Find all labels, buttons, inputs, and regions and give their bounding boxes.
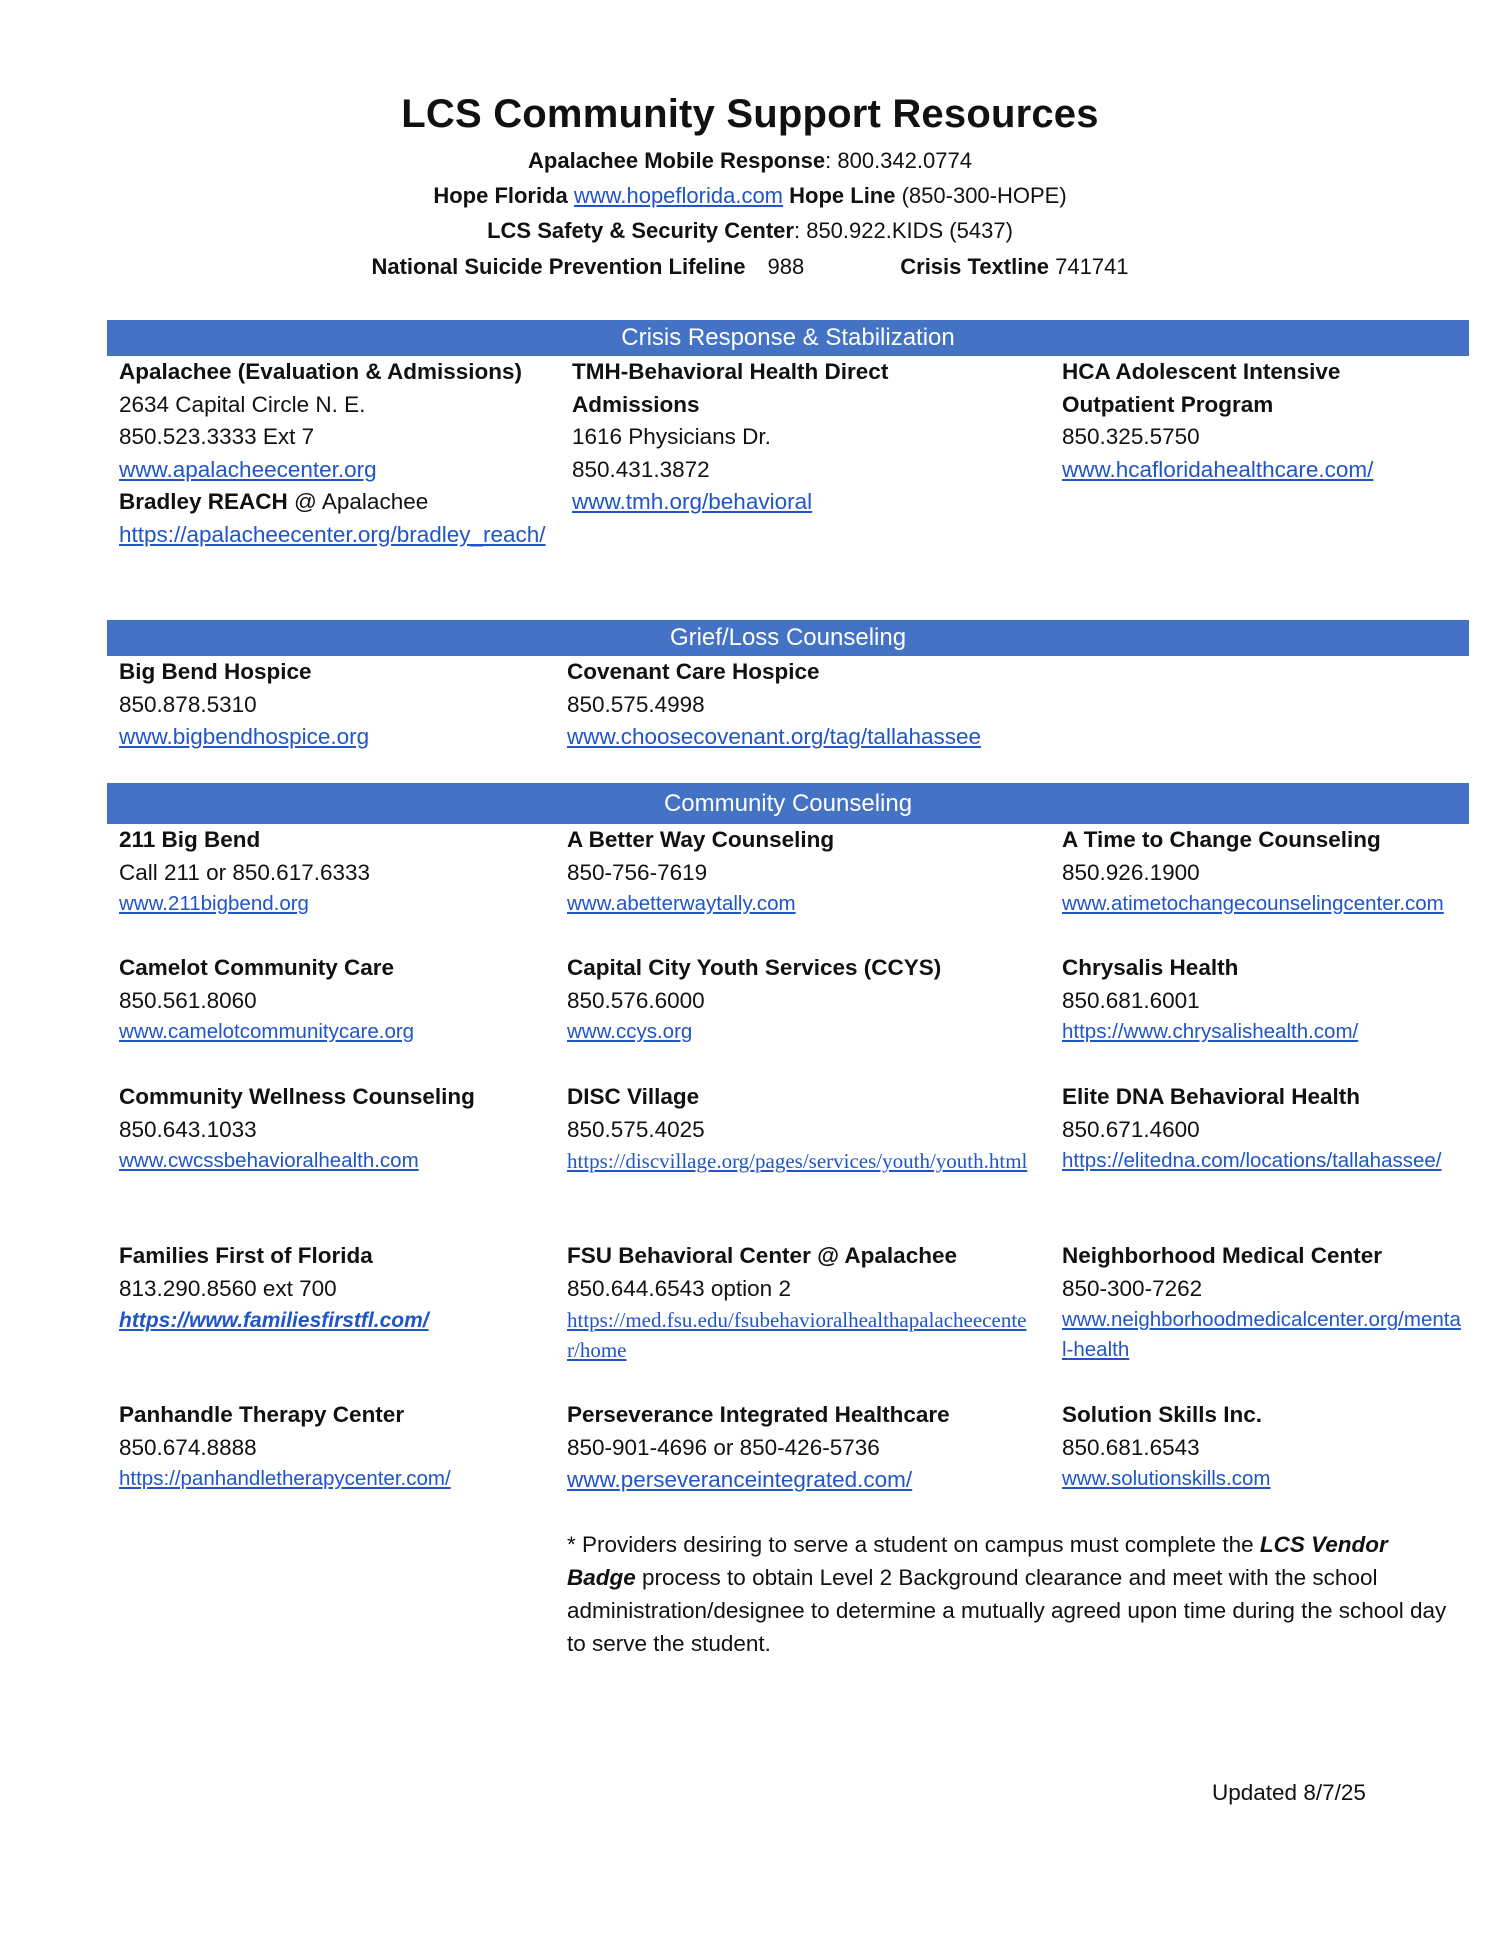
resource-ccys: Capital City Youth Services (CCYS) 850.576.6000 www.ccys.org <box>567 952 1037 1047</box>
header-line-safety-center: LCS Safety & Security Center: 850.922.KIDS (5437) <box>487 218 1013 243</box>
resource-disc-village: DISC Village 850.575.4025 https://discvillage.org/pages/services/youth/youth.html <box>567 1081 1037 1176</box>
resource-perseverance: Perseverance Integrated Healthcare 850-901-4696 or 850-426-5736 www.perseveranceintegrated.com/ <box>567 1399 1037 1497</box>
211-big-bend-link[interactable]: www.211bigbend.org <box>119 892 309 915</box>
resource-chrysalis: Chrysalis Health 850.681.6001 https://www.chrysalishealth.com/ <box>1062 952 1462 1047</box>
section-header-crisis: Crisis Response & Stabilization <box>107 320 1469 356</box>
page-title: LCS Community Support Resources <box>401 92 1099 136</box>
header-line-mobile-response: Apalachee Mobile Response: 800.342.0774 <box>528 148 972 173</box>
ccys-link[interactable]: www.ccys.org <box>567 1020 693 1043</box>
resource-big-bend-hospice: Big Bend Hospice 850.878.5310 www.bigbendhospice.org <box>119 656 539 754</box>
better-way-link[interactable]: www.abetterwaytally.com <box>567 892 796 915</box>
apalachee-link[interactable]: www.apalacheecenter.org <box>119 456 377 482</box>
neighborhood-medical-link[interactable]: www.neighborhoodmedicalcenter.org/mental-health <box>1062 1308 1461 1361</box>
covenant-care-link[interactable]: www.choosecovenant.org/tag/tallahassee <box>567 724 982 749</box>
camelot-link[interactable]: www.camelotcommunitycare.org <box>119 1020 415 1043</box>
label: Apalachee Mobile Response <box>528 148 826 173</box>
resource-apalachee: Apalachee (Evaluation & Admissions) 2634 Capital Circle N. E. 850.523.3333 Ext 7 www.apalacheecenter.org Bradley REACH @ Apalachee https://apalacheecenter.org/bradley_reach/ <box>119 356 559 551</box>
elite-dna-link[interactable]: https://elitedna.com/locations/tallahassee/ <box>1062 1149 1442 1172</box>
section-header-community: Community Counseling <box>107 783 1469 824</box>
resource-time-to-change: A Time to Change Counseling 850.926.1900 www.atimetochangecounselingcenter.com <box>1062 824 1462 919</box>
families-first-link[interactable]: https://www.familiesfirstfl.com/ <box>119 1309 429 1332</box>
updated-date: Updated 8/7/25 <box>1212 1780 1366 1805</box>
hope-florida-link[interactable]: www.hopeflorida.com <box>573 183 784 208</box>
chrysalis-link[interactable]: https://www.chrysalishealth.com/ <box>1062 1020 1359 1043</box>
resource-panhandle-therapy: Panhandle Therapy Center 850.674.8888 https://panhandletherapycenter.com/ <box>119 1399 549 1494</box>
resource-camelot: Camelot Community Care 850.561.8060 www.camelotcommunitycare.org <box>119 952 549 1047</box>
resource-community-wellness: Community Wellness Counseling 850.643.1033 www.cwcssbehavioralhealth.com <box>119 1081 549 1176</box>
resource-families-first: Families First of Florida 813.290.8560 ext 700 https://www.familiesfirstfl.com/ <box>119 1240 549 1338</box>
section-header-grief: Grief/Loss Counseling <box>107 620 1469 656</box>
panhandle-therapy-link[interactable]: https://panhandletherapycenter.com/ <box>119 1467 451 1490</box>
resource-hca: HCA Adolescent Intensive Outpatient Program 850.325.5750 www.hcafloridahealthcare.com/ <box>1062 356 1462 486</box>
perseverance-link[interactable]: www.perseveranceintegrated.com/ <box>567 1467 913 1492</box>
hca-link[interactable]: www.hcafloridahealthcare.com/ <box>1062 456 1374 482</box>
resource-elite-dna: Elite DNA Behavioral Health 850.671.4600 https://elitedna.com/locations/tallahassee/ <box>1062 1081 1462 1176</box>
big-bend-hospice-link[interactable]: www.bigbendhospice.org <box>119 724 370 749</box>
resource-solution-skills: Solution Skills Inc. 850.681.6543 www.solutionskills.com <box>1062 1399 1462 1494</box>
resource-fsu-behavioral: FSU Behavioral Center @ Apalachee 850.644.6543 option 2 https://med.fsu.edu/fsubehavioralhealthapalacheecenter/home <box>567 1240 1037 1365</box>
resource-covenant-care: Covenant Care Hospice 850.575.4998 www.choosecovenant.org/tag/tallahassee <box>567 656 1087 754</box>
resource-better-way: A Better Way Counseling 850-756-7619 www.abetterwaytally.com <box>567 824 1037 919</box>
solution-skills-link[interactable]: www.solutionskills.com <box>1062 1467 1271 1490</box>
bradley-reach-link[interactable]: https://apalacheecenter.org/bradley_reach/ <box>119 521 546 547</box>
header-line-lifeline: National Suicide Prevention Lifeline 988 Crisis Textline 741741 <box>371 254 1129 279</box>
header-line-hope-florida: Hope Florida www.hopeflorida.com Hope Line (850-300-HOPE) <box>433 183 1067 208</box>
resource-tmh: TMH-Behavioral Health Direct Admissions 1616 Physicians Dr. 850.431.3872 www.tmh.org/behavioral <box>572 356 1012 519</box>
vendor-badge-note: * Providers desiring to serve a student on campus must complete the LCS Vendor Badge process to obtain Level 2 Background clearance and meet with the school administration/designee to determine a mutually agreed upon time during the school day to serve the student. <box>567 1532 1447 1656</box>
fsu-behavioral-link[interactable]: https://med.fsu.edu/fsubehavioralhealthapalacheecenter/home <box>567 1308 1027 1362</box>
time-to-change-link[interactable]: www.atimetochangecounselingcenter.com <box>1062 892 1444 915</box>
resource-211-big-bend: 211 Big Bend Call 211 or 850.617.6333 www.211bigbend.org <box>119 824 549 919</box>
resource-neighborhood-medical: Neighborhood Medical Center 850-300-7262 www.neighborhoodmedicalcenter.org/mental-health <box>1062 1240 1462 1365</box>
disc-village-link[interactable]: https://discvillage.org/pages/services/youth/youth.html <box>567 1149 1028 1173</box>
community-wellness-link[interactable]: www.cwcssbehavioralhealth.com <box>119 1149 419 1172</box>
tmh-link[interactable]: www.tmh.org/behavioral <box>572 489 813 514</box>
